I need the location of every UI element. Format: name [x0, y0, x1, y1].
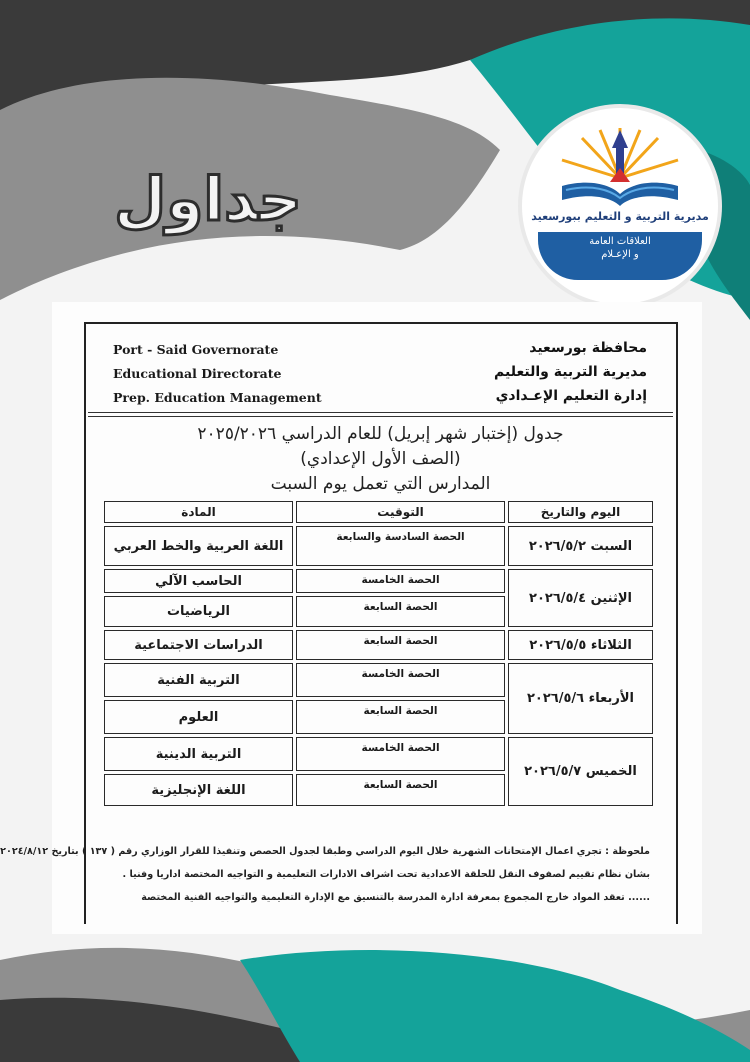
day-cell: الثلاثاء ٢٠٢٦/٥/٥ — [508, 630, 653, 660]
table-row — [104, 737, 653, 771]
logo-subtitle-1: العلاقات العامة — [589, 236, 651, 247]
subject-cell: التربية الفنية — [104, 663, 293, 697]
note-line-1: ملحوظة : تجري اعمال الإمتحانات الشهرية خلال اليوم الدراسي وطبقا لجدول الحصص وتنفيذا للقرار الوزاري رقم ( ١٣٧ ) بتاريخ ٢٠٢٤/٨/١٢ — [0, 846, 650, 857]
header-subject: المادة — [104, 501, 293, 523]
subject-cell: الرياضيات — [104, 596, 293, 627]
header-en-governorate: Port - Said Governorate — [113, 342, 279, 357]
time-cell: الحصة السابعة — [296, 596, 505, 627]
header-en-directorate: Educational Directorate — [113, 366, 282, 381]
logo-ribbon — [538, 232, 702, 280]
exam-title: جدول (إختبار شهر إبريل) للعام الدراسي ٢٠٢٥/٢٠٢٦ — [197, 424, 564, 444]
time-cell: الحصة الخامسة — [296, 663, 505, 697]
day-cell: السبت ٢٠٢٦/٥/٢ — [508, 526, 653, 566]
table-row — [104, 526, 653, 566]
subject-cell: اللغة العربية والخط العربي — [104, 526, 293, 566]
subject-cell: التربية الدينية — [104, 737, 293, 771]
logo-emblem-icon — [522, 108, 718, 218]
subject-cell: الدراسات الاجتماعية — [104, 630, 293, 660]
header-ar-management: إدارة التعليم الإعـدادي — [495, 388, 647, 404]
header-english — [113, 338, 322, 410]
time-cell: الحصة الخامسة — [296, 737, 505, 771]
notes-section — [0, 840, 650, 909]
note-line-2: بشان نظام تقييم لصفوف النقل للحلقة الاعدادية تحت اشراف الادارات التعليمية و التواجيه المختصة اداريا وفنيا . — [122, 869, 650, 880]
header-arabic — [494, 336, 647, 408]
time-cell: الحصة الخامسة — [296, 569, 505, 593]
time-cell: الحصة السابعة — [296, 774, 505, 806]
subject-cell: العلوم — [104, 700, 293, 734]
logo-name: مديرية التربية و التعليم ببورسعيد — [531, 210, 709, 223]
time-cell: الحصة السابعة — [296, 630, 505, 660]
table-row — [104, 663, 653, 697]
logo-subtitle-2: و الإعـلام — [601, 249, 639, 260]
header-day: اليوم والتاريخ — [508, 501, 653, 523]
table-header-row — [104, 501, 653, 523]
banner-title: جداول — [114, 165, 302, 235]
grade-title: (الصف الأول الإعدادي) — [300, 449, 461, 469]
header-ar-directorate: مديرية التربية والتعليم — [494, 364, 647, 380]
time-cell: الحصة السادسة والسابعة — [296, 526, 505, 566]
day-cell: الخميس ٢٠٢٦/٥/٧ — [508, 737, 653, 806]
subject-cell: اللغة الإنجليزية — [104, 774, 293, 806]
header-time: التوقيت — [296, 501, 505, 523]
time-cell: الحصة السابعة — [296, 700, 505, 734]
header-divider-2 — [88, 416, 673, 417]
exam-schedule-table — [101, 498, 656, 809]
header-divider — [88, 412, 673, 413]
header-en-management: Prep. Education Management — [113, 390, 322, 405]
subject-cell: الحاسب الآلي — [104, 569, 293, 593]
day-cell: الأربعاء ٢٠٢٦/٥/٦ — [508, 663, 653, 734]
note-line-3: ...... تعقد المواد خارج المجموع بمعرفة ادارة المدرسة بالتنسيق مع الإدارة التعليمية والتواجيه الفنية المختصة — [141, 892, 650, 903]
schools-title: المدارس التي تعمل يوم السبت — [270, 474, 491, 494]
table-row — [104, 630, 653, 660]
day-cell: الإثنين ٢٠٢٦/٥/٤ — [508, 569, 653, 627]
table-row — [104, 569, 653, 593]
header-ar-governorate: محافظة بورسعيد — [529, 340, 647, 356]
directorate-logo — [522, 108, 718, 304]
